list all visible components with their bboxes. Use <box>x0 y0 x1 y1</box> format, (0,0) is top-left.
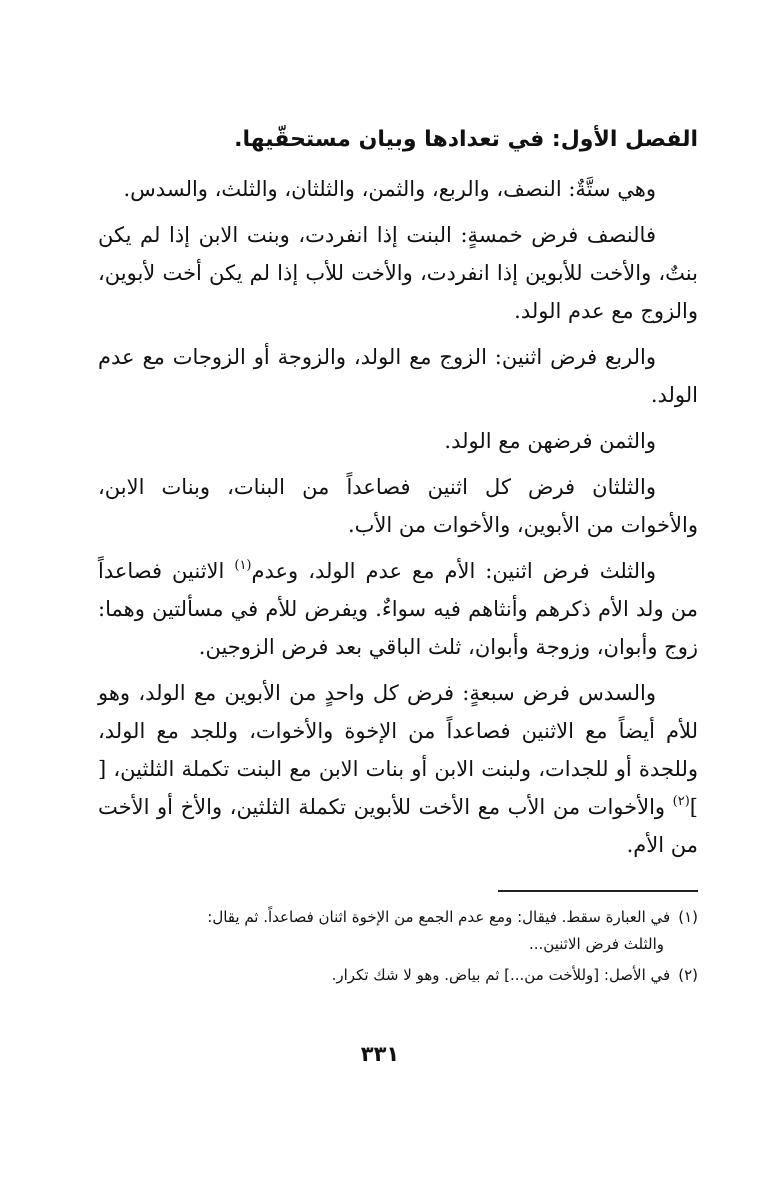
paragraph-text: فالنصف فرض خمسةٍ: البنت إذا انفردت، وبنت الابن إذا لم يكن بنتٌ، والأخت للأبوين إذا انفردت، والأخت للأب إذا لم يكن أخت لأبوين، والزوج مع عدم الولد. <box>98 223 698 323</box>
footnote-ref-2[interactable]: (٢) <box>672 794 690 809</box>
page-body <box>98 118 698 993</box>
paragraph-text: الاثنين فصاعداً من ولد الأم ذكرهم وأنثاهم فيه سواءٌ. ويفرض للأم في مسألتين وهما: زوج وأبوان، وزوجة وأبوان، ثلث الباقي بعد فرض الزوجين. <box>98 559 698 659</box>
footnote-number: (٢) <box>678 966 698 984</box>
paragraph-text: والربع فرض اثنين: الزوج مع الولد، والزوجة أو الزوجات مع عدم الولد. <box>98 345 698 407</box>
footnote-number: (١) <box>678 908 698 926</box>
paragraph-half-share <box>98 216 698 330</box>
paragraph-quarter-share <box>98 338 698 414</box>
paragraph-two-thirds-share <box>98 468 698 544</box>
footnote-text: في الأصل: [وللأخت من...] ثم بياض. وهو لا شك تكرار. <box>331 966 671 984</box>
paragraph-text: وهي ستَّةٌ: النصف، والربع، والثمن، والثلثان، والثلث، والسدس. <box>123 177 656 201</box>
paragraph-text: والثلث فرض اثنين: الأم مع عدم الولد، وعدم <box>251 559 656 583</box>
footnote-divider <box>498 890 698 892</box>
footnote-text: في العبارة سقط. فيقال: ومع عدم الجمع من الإخوة اثنان فصاعداً. ثم يقال: <box>207 908 671 926</box>
paragraph-shares-list <box>98 170 698 208</box>
chapter-heading: الفصل الأول: في تعدادها وبيان مستحقّيها. <box>234 127 698 152</box>
paragraph-third-share <box>98 552 698 666</box>
footnote-2 <box>98 962 698 989</box>
paragraph-sixth-share <box>98 674 698 864</box>
paragraph-eighth-share <box>98 422 698 460</box>
footnote-ref-1[interactable]: (١) <box>234 558 252 573</box>
paragraph-text: والثلثان فرض كل اثنين فصاعداً من البنات، وبنات الابن، والأخوات من الأبوين، والأخوات من الأب. <box>98 475 698 537</box>
footnote-text-continued: والثلث فرض الاثنين... <box>529 935 664 953</box>
paragraph-text: والأخوات من الأب مع الأخت للأبوين تكملة الثلثين، والأخ أو الأخت من الأم. <box>98 795 698 857</box>
paragraph-text: والسدس فرض سبعةٍ: فرض كل واحدٍ من الأبوين مع الولد، وهو للأم أيضاً مع الاثنين فصاعداً من الإخوة والأخوات، وللجد مع الولد، وللجدة أو للجدات، ولبنت الابن أو بنات الابن مع البنت تكملة الثلثين، [ ] <box>98 681 698 819</box>
paragraph-text: والثمن فرضهن مع الولد. <box>444 429 656 453</box>
page-number: ٣٣١ <box>360 1042 400 1066</box>
footnote-1 <box>98 904 698 958</box>
